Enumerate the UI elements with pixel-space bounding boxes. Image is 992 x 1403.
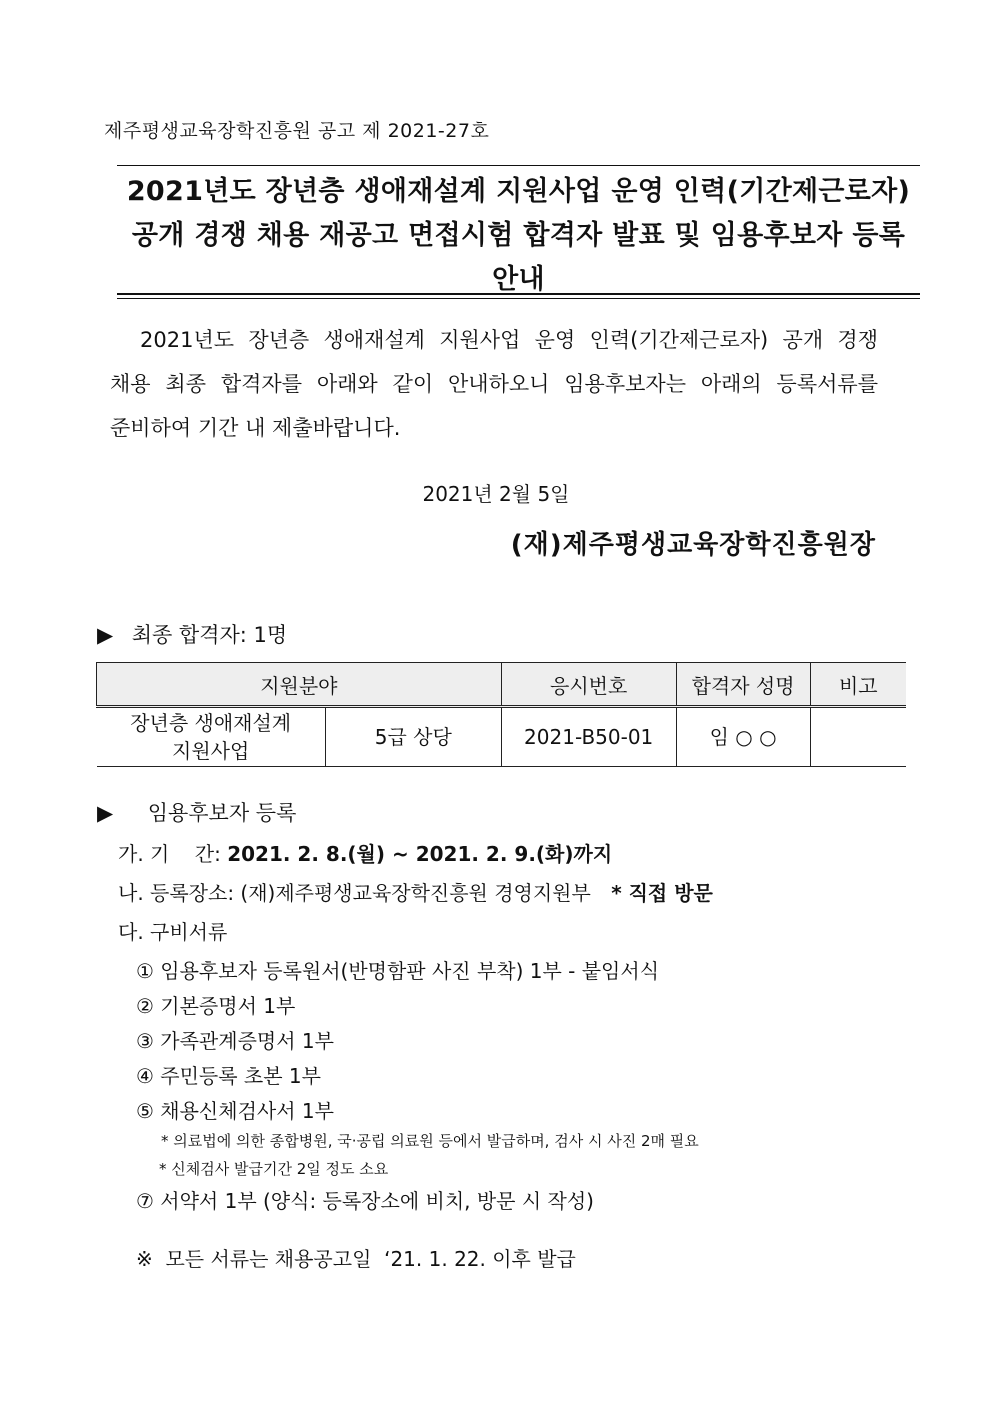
final-section-heading xyxy=(97,619,287,649)
field-line-1: 장년층 생애재설계 xyxy=(130,711,292,735)
doc-item-2: ② 기본증명서 1부 xyxy=(136,994,296,1018)
title-bottom-rule-thin xyxy=(117,298,920,299)
header-note: 비고 xyxy=(810,663,906,707)
place-value: (재)제주평생교육장학진흥원 경영지원부 xyxy=(240,881,591,905)
period-line xyxy=(118,838,612,867)
footnote: ※ 모든 서류는 채용공고일 ‘21. 1. 22. 이후 발급 xyxy=(136,1247,576,1271)
header-name: 합격자 성명 xyxy=(676,663,810,707)
final-heading-text: 최종 합격자: 1명 xyxy=(131,623,288,647)
place-line xyxy=(118,877,713,906)
registration-heading-text: 임용후보자 등록 xyxy=(147,801,297,825)
notice-date: 2021년 2월 5일 xyxy=(422,482,570,506)
title-line-3: 안내 xyxy=(492,264,545,295)
doc-item-3: ③ 가족관계증명서 1부 xyxy=(136,1029,334,1053)
triangle-bullet-icon: ▶ xyxy=(97,801,114,825)
doc-note-1: * 의료법에 의한 종합병원, 국·공립 의료원 등에서 발급하며, 검사 시 사진 2매 필요 xyxy=(161,1132,699,1150)
intro-line-2: 채용 최종 합격자를 아래와 같이 안내하오니 임용후보자는 아래의 등록서류를 xyxy=(110,372,878,396)
place-label: 나. 등록장소: xyxy=(118,881,235,905)
field-line-2: 지원사업 xyxy=(172,739,250,763)
organization-signature: (재)제주평생교육장학진흥원장 xyxy=(510,530,876,560)
doc-item-7: ⑦ 서약서 1부 (양식: 등록장소에 비치, 방문 시 작성) xyxy=(136,1189,594,1213)
cell-field xyxy=(97,707,326,767)
header-field: 지원분야 xyxy=(97,663,502,707)
header-exam-no: 응시번호 xyxy=(501,663,676,707)
intro-paragraph xyxy=(110,318,878,450)
doc-item-4: ④ 주민등록 초본 1부 xyxy=(136,1064,321,1088)
title-top-rule xyxy=(117,165,920,166)
registration-section-heading xyxy=(97,797,296,827)
intro-line-3: 준비하여 기간 내 제출바랍니다. xyxy=(110,416,401,440)
doc-item-1: ① 임용후보자 등록원서(반명함판 사진 부착) 1부 - 붙임서식 xyxy=(136,959,660,983)
table-row xyxy=(97,707,907,767)
title-line-2: 공개 경쟁 채용 재공고 면접시험 합격자 발표 및 임용후보자 등록 xyxy=(131,220,906,251)
cell-note xyxy=(810,707,906,767)
period-label: 가. 기 간: xyxy=(118,842,221,866)
results-table xyxy=(96,662,906,767)
doc-item-5: ⑤ 채용신체검사서 1부 xyxy=(136,1099,334,1123)
document-title xyxy=(117,170,920,302)
triangle-bullet-icon: ▶ xyxy=(97,623,114,647)
docs-label: 다. 구비서류 xyxy=(118,920,228,944)
title-line-1: 2021년도 장년층 생애재설계 지원사업 운영 인력(기간제근로자) xyxy=(126,176,911,207)
place-note: * 직접 방문 xyxy=(611,881,713,905)
doc-note-2: * 신체검사 발급기간 2일 정도 소요 xyxy=(159,1160,389,1178)
cell-exam-no: 2021-B50-01 xyxy=(501,707,676,767)
notice-number: 제주평생교육장학진흥원 공고 제 2021-27호 xyxy=(104,120,490,142)
cell-grade: 5급 상당 xyxy=(325,707,501,767)
title-bottom-rule xyxy=(117,293,920,295)
intro-line-1: 2021년도 장년층 생애재설계 지원사업 운영 인력(기간제근로자) 공개 경쟁 xyxy=(140,328,878,352)
results-table-header-row xyxy=(97,663,907,707)
cell-name: 임 ○ ○ xyxy=(676,707,810,767)
period-value: 2021. 2. 8.(월) ~ 2021. 2. 9.(화)까지 xyxy=(227,842,613,866)
